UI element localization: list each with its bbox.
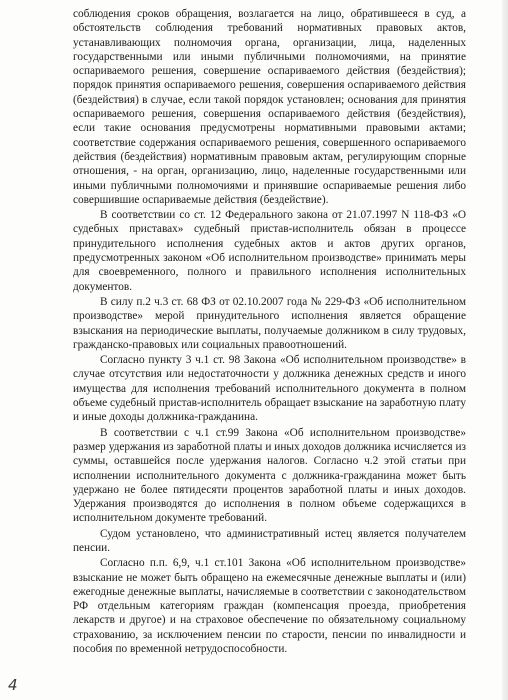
paragraph-1: соблюдения сроков обращения, возлагается на лицо, обратившееся в суд, а обстоятельств соблюдения требований нормативных правовых актов, устанавливающих полномочия органа, организации, лица, наделенных государственными или иными публичными полномочиями, на принятие оспариваемого решения, совершение оспариваемого действия (бездействия); порядок принятия оспариваемого решения, совершения оспариваемого действия (бездействия) в случае, если такой порядок установлен; основания для принятия оспариваемого решения, совершения оспариваемого действия (бездействия), если такие основания предусмотрены нормативными правовыми актами; соответствие содержания оспариваемого решения, совершенного оспариваемого действия (бездействия) нормативным правовым актам, регулирующим спорные отношения, - на орган, организацию, лицо, наделенные государственными или иными публичными полномочиями и принявшие оспариваемые решения либо совершившие оспариваемые действия (бездействие).: [73, 8, 466, 206]
paragraph-6: Судом установлено, что административный истец является получателем пенсии.: [73, 527, 466, 554]
paragraph-2: В соответствии со ст. 12 Федерального закона от 21.07.1997 N 118-ФЗ «О судебных приставах» судебный пристав-исполнитель обязан в процессе принудительного исполнения судебных актов и актов других органов, предусмотренных законом «Об исполнительном производстве» принимать меры для своевременного, полного и правильного исполнения исполнительных документов.: [73, 209, 466, 293]
paragraph-5: В соответствии с ч.1 ст.99 Закона «Об исполнительном производстве» размер удержания из заработной платы и иных доходов должника исчисляется из суммы, оставшейся после удержания налогов. Согласно ч.2 этой статьи при исполнении исполнительного документа с должника-гражданина может быть удержано не более пятидесяти процентов заработной платы и иных доходов. Удержания производятся до исполнения в полном объеме содержащихся в исполнительном документе требований.: [73, 426, 466, 525]
paragraph-4: Согласно пункту 3 ч.1 ст. 98 Закона «Об исполнительном производстве» в случае отсутствия или недостаточности у должника денежных средств и иного имущества для исполнения требований исполнительного документа в полном объеме судебный пристав-исполнитель обращает взыскание на заработную плату и иные доходы должника-гражданина.: [73, 354, 466, 424]
document-body: [73, 7, 466, 656]
paragraph-7: Согласно п.п. 6,9, ч.1 ст.101 Закона «Об исполнительном производстве» взыскание не может быть обращено на ежемесячные денежные выплаты и (или) ежегодные денежные выплаты, начисляемые в соответствии с законодательством РФ отдельным категориям граждан (компенсация проезда, приобретения лекарств и другое) и на страховое обеспечение по обязательному социальному страхованию, за исключением пенсии по старости, пенсии по инвалидности и пособия по временной нетрудоспособности.: [73, 557, 466, 656]
handwritten-page-number: 4: [8, 676, 18, 694]
paragraph-3: В силу п.2 ч.3 ст. 68 ФЗ от 02.10.2007 года № 229-ФЗ «Об исполнительном производстве» мерой принудительного исполнения является обращение взыскания на периодические выплаты, получаемые должником в силу трудовых, гражданско-правовых или социальных правоотношений.: [73, 295, 466, 351]
page-edge-shadow: [502, 0, 508, 700]
